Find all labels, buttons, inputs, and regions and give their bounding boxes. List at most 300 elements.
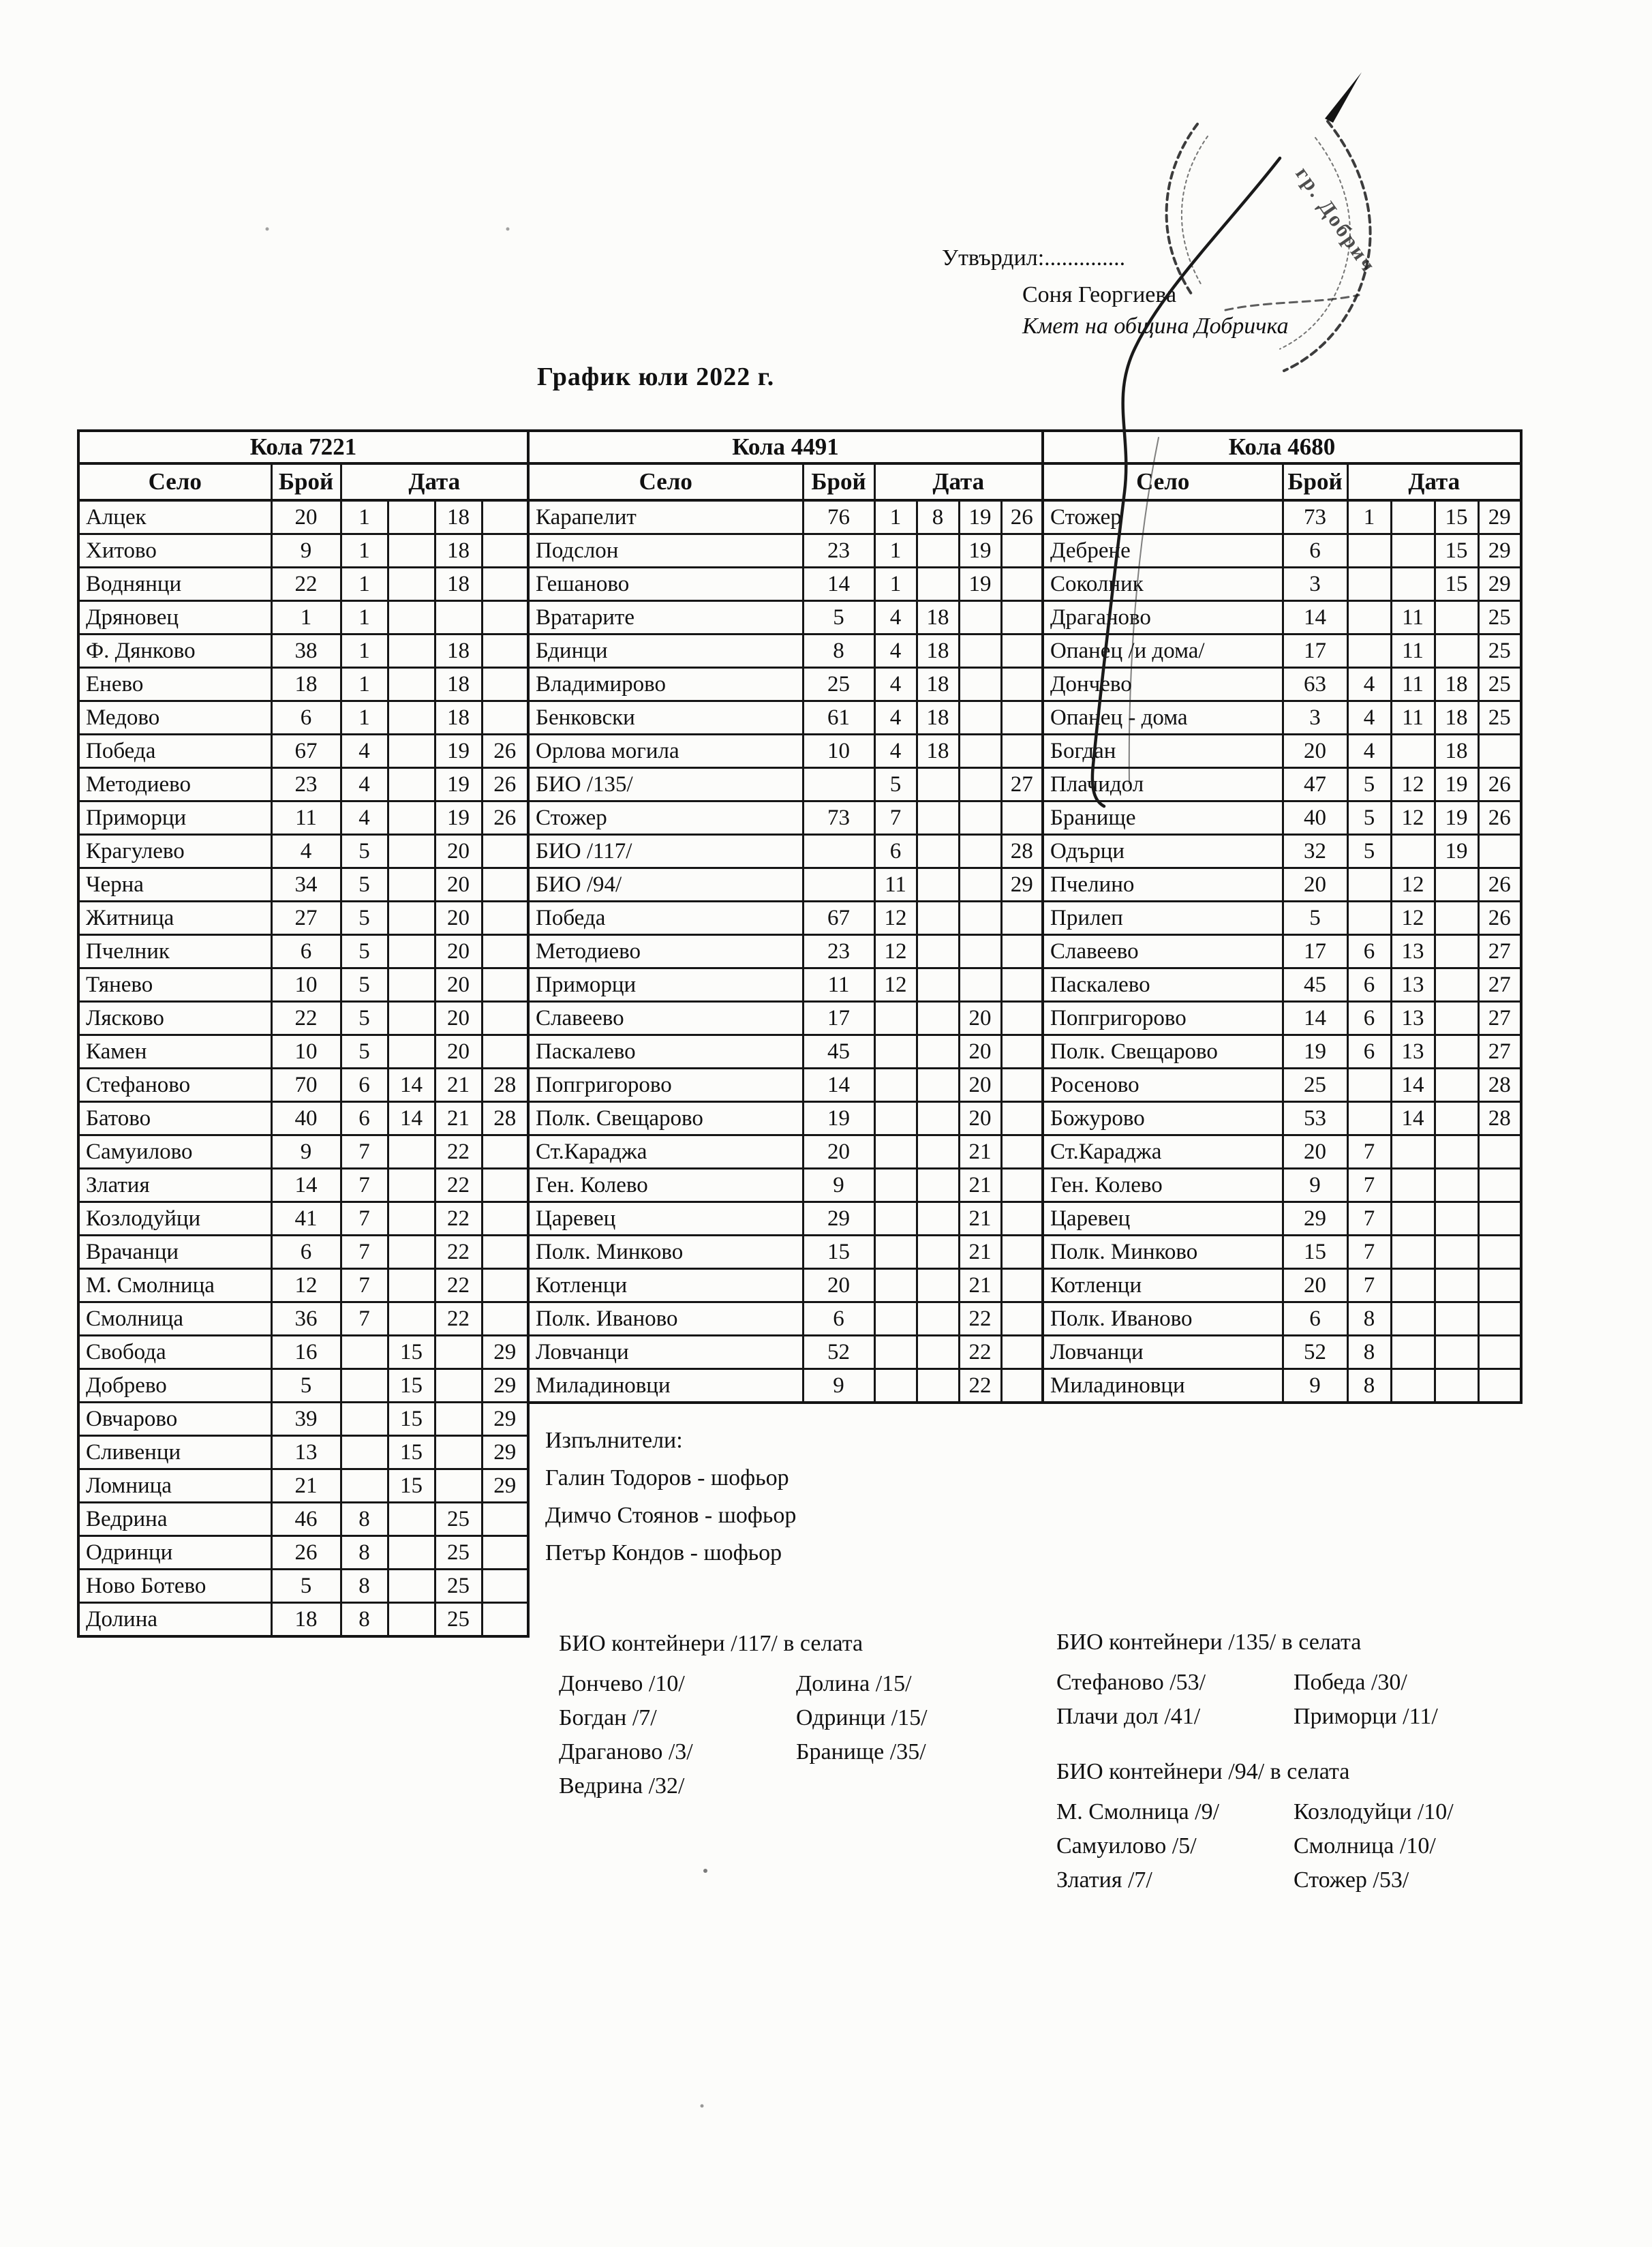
date-cell: 21 xyxy=(959,1169,1001,1202)
count-cell: 20 xyxy=(1283,735,1347,768)
date-cell xyxy=(388,1035,435,1069)
date-cell: 26 xyxy=(1001,500,1043,534)
count-cell: 27 xyxy=(271,902,341,935)
date-cell: 4 xyxy=(341,801,388,835)
count-cell xyxy=(803,868,874,902)
village-cell: Соколник xyxy=(1043,568,1283,601)
date-cell xyxy=(1435,1102,1478,1135)
date-cell xyxy=(482,1536,528,1570)
date-cell: 5 xyxy=(341,902,388,935)
village-cell: Крагулево xyxy=(78,835,271,868)
date-cell: 18 xyxy=(435,534,482,568)
table-row xyxy=(528,902,1043,935)
date-cell: 1 xyxy=(341,534,388,568)
date-cell xyxy=(917,1002,959,1035)
executor-item: Галин Тодоров - шофьор xyxy=(545,1465,789,1491)
village-cell: Ловчанци xyxy=(1043,1336,1283,1369)
village-cell: Полк. Иваново xyxy=(528,1302,803,1336)
date-cell: 6 xyxy=(341,1069,388,1102)
bio-list xyxy=(1056,1666,1438,1734)
date-cell: 1 xyxy=(874,534,917,568)
date-cell xyxy=(1001,1002,1043,1035)
date-cell xyxy=(1391,500,1435,534)
date-cell: 28 xyxy=(1001,835,1043,868)
village-cell: Царевец xyxy=(528,1202,803,1236)
bio-row xyxy=(559,1667,928,1701)
table-row xyxy=(528,768,1043,801)
date-cell: 18 xyxy=(435,568,482,601)
date-cell: 7 xyxy=(1347,1269,1391,1302)
date-cell xyxy=(959,868,1001,902)
approver-role: Кмет на община Добричка xyxy=(1022,314,1289,339)
date-cell xyxy=(874,1269,917,1302)
date-cell: 5 xyxy=(874,768,917,801)
table-row xyxy=(78,601,528,635)
table-row xyxy=(528,635,1043,668)
date-cell xyxy=(917,1169,959,1202)
date-cell xyxy=(917,935,959,968)
bio-item: Победа /30/ xyxy=(1294,1670,1407,1695)
date-cell xyxy=(1391,1135,1435,1169)
count-cell: 45 xyxy=(803,1035,874,1069)
date-cell xyxy=(388,968,435,1002)
date-cell xyxy=(1001,1102,1043,1135)
count-cell: 26 xyxy=(271,1536,341,1570)
approver-name: Соня Георгиева xyxy=(1022,282,1177,307)
table-row xyxy=(78,902,528,935)
village-cell: Опанец /и дома/ xyxy=(1043,635,1283,668)
village-cell: Тянево xyxy=(78,968,271,1002)
table-row xyxy=(1043,801,1521,835)
table-row xyxy=(78,701,528,735)
date-cell xyxy=(917,1035,959,1069)
table-row xyxy=(78,1069,528,1102)
date-cell: 18 xyxy=(917,735,959,768)
date-cell xyxy=(917,768,959,801)
count-cell: 10 xyxy=(271,1035,341,1069)
date-cell: 19 xyxy=(435,735,482,768)
date-cell: 29 xyxy=(482,1336,528,1369)
table-row xyxy=(528,1102,1043,1135)
village-cell: Самуилово xyxy=(78,1135,271,1169)
date-cell xyxy=(874,1069,917,1102)
date-cell xyxy=(388,701,435,735)
date-cell: 18 xyxy=(435,668,482,701)
date-cell: 27 xyxy=(1478,1002,1521,1035)
table-row xyxy=(1043,935,1521,968)
date-cell xyxy=(917,534,959,568)
date-cell: 7 xyxy=(1347,1169,1391,1202)
village-cell: Бенковски xyxy=(528,701,803,735)
date-cell: 22 xyxy=(959,1302,1001,1336)
date-cell: 29 xyxy=(1478,500,1521,534)
date-cell: 7 xyxy=(341,1202,388,1236)
date-cell: 1 xyxy=(874,500,917,534)
date-cell xyxy=(435,1336,482,1369)
date-cell xyxy=(1435,935,1478,968)
count-cell: 6 xyxy=(271,701,341,735)
count-cell: 5 xyxy=(271,1369,341,1403)
village-cell: Плачидол xyxy=(1043,768,1283,801)
table-row xyxy=(528,968,1043,1002)
date-cell xyxy=(1391,1269,1435,1302)
village-cell: Миладиновци xyxy=(528,1369,803,1403)
count-cell: 22 xyxy=(271,1002,341,1035)
date-cell: 29 xyxy=(1478,568,1521,601)
date-cell xyxy=(388,568,435,601)
executors-block xyxy=(545,1422,796,1572)
date-cell xyxy=(482,1169,528,1202)
date-cell xyxy=(1435,1069,1478,1102)
bio-section-117 xyxy=(559,1630,928,1803)
date-cell: 7 xyxy=(1347,1202,1391,1236)
village-cell: Царевец xyxy=(1043,1202,1283,1236)
scan-speck xyxy=(266,228,269,231)
date-cell xyxy=(388,868,435,902)
village-cell: Одърци xyxy=(1043,835,1283,868)
village-cell: Миладиновци xyxy=(1043,1369,1283,1403)
date-cell xyxy=(482,1603,528,1637)
date-cell xyxy=(388,735,435,768)
village-cell: Росеново xyxy=(1043,1069,1283,1102)
count-cell: 18 xyxy=(271,1603,341,1637)
column-header-village: Село xyxy=(78,463,271,500)
table-row xyxy=(528,801,1043,835)
table-row xyxy=(528,735,1043,768)
date-cell: 13 xyxy=(1391,1035,1435,1069)
table-row xyxy=(78,1403,528,1436)
date-cell xyxy=(435,1469,482,1503)
date-cell xyxy=(388,902,435,935)
date-cell: 7 xyxy=(874,801,917,835)
pen-mark xyxy=(1325,72,1362,123)
executors-list xyxy=(545,1459,796,1572)
date-cell: 14 xyxy=(388,1069,435,1102)
scan-speck xyxy=(701,2105,704,2108)
village-cell: Приморци xyxy=(78,801,271,835)
table-row xyxy=(78,534,528,568)
date-cell: 26 xyxy=(482,768,528,801)
date-cell xyxy=(1435,868,1478,902)
date-cell: 20 xyxy=(959,1035,1001,1069)
count-cell: 29 xyxy=(803,1202,874,1236)
village-cell: Стефаново xyxy=(78,1069,271,1102)
bio-row xyxy=(559,1701,928,1735)
date-cell xyxy=(1435,902,1478,935)
date-cell: 12 xyxy=(874,968,917,1002)
count-cell: 20 xyxy=(803,1135,874,1169)
count-cell: 9 xyxy=(271,534,341,568)
bio-row xyxy=(1056,1863,1454,1897)
bio-item: М. Смолница /9/ xyxy=(1056,1799,1220,1824)
table-row xyxy=(528,534,1043,568)
date-cell: 20 xyxy=(435,835,482,868)
table-row xyxy=(528,868,1043,902)
date-cell xyxy=(874,1102,917,1135)
count-cell: 41 xyxy=(271,1202,341,1236)
date-cell xyxy=(917,801,959,835)
date-cell xyxy=(1435,1169,1478,1202)
bio-item: Приморци /11/ xyxy=(1294,1704,1438,1729)
table-row xyxy=(1043,635,1521,668)
date-cell: 4 xyxy=(874,701,917,735)
date-cell: 4 xyxy=(874,668,917,701)
bio-list xyxy=(559,1667,928,1803)
village-cell: Богдан xyxy=(1043,735,1283,768)
date-cell xyxy=(1347,635,1391,668)
date-cell xyxy=(1391,735,1435,768)
village-cell: Ловчанци xyxy=(528,1336,803,1369)
village-cell: Дряновец xyxy=(78,601,271,635)
page-title: График юли 2022 г. xyxy=(537,363,775,391)
count-cell: 52 xyxy=(803,1336,874,1369)
date-cell: 27 xyxy=(1001,768,1043,801)
scan-speck xyxy=(703,1869,707,1873)
date-cell: 25 xyxy=(435,1503,482,1536)
count-cell: 5 xyxy=(271,1570,341,1603)
village-cell: Смолница xyxy=(78,1302,271,1336)
date-cell: 20 xyxy=(959,1002,1001,1035)
table-row xyxy=(1043,1369,1521,1403)
table-row xyxy=(1043,1202,1521,1236)
table-row xyxy=(78,635,528,668)
table-row xyxy=(528,1069,1043,1102)
bio-item: Долина /15/ xyxy=(796,1671,912,1696)
village-cell: Ген. Колево xyxy=(1043,1169,1283,1202)
table-title: Кола 7221 xyxy=(78,431,528,463)
date-cell: 14 xyxy=(1391,1069,1435,1102)
date-cell: 13 xyxy=(1391,968,1435,1002)
date-cell xyxy=(482,1002,528,1035)
date-cell xyxy=(874,1135,917,1169)
date-cell xyxy=(1001,968,1043,1002)
date-cell xyxy=(482,1570,528,1603)
date-cell: 20 xyxy=(435,1035,482,1069)
count-cell: 25 xyxy=(803,668,874,701)
date-cell xyxy=(1478,1269,1521,1302)
date-cell xyxy=(482,1503,528,1536)
village-cell: Карапелит xyxy=(528,500,803,534)
table-row xyxy=(78,1169,528,1202)
column-header-date: Дата xyxy=(874,463,1043,500)
count-cell: 22 xyxy=(271,568,341,601)
date-cell xyxy=(1001,568,1043,601)
date-cell xyxy=(1001,935,1043,968)
date-cell: 18 xyxy=(917,701,959,735)
table-row xyxy=(1043,868,1521,902)
date-cell xyxy=(959,835,1001,868)
bio-item: Ведрина /32/ xyxy=(559,1773,685,1799)
table-row xyxy=(78,1269,528,1302)
date-cell: 15 xyxy=(1435,500,1478,534)
village-cell: Енево xyxy=(78,668,271,701)
date-cell xyxy=(388,1603,435,1637)
date-cell xyxy=(959,935,1001,968)
date-cell: 8 xyxy=(341,1503,388,1536)
date-cell: 5 xyxy=(341,835,388,868)
village-cell: Божурово xyxy=(1043,1102,1283,1135)
table-row xyxy=(78,1436,528,1469)
village-cell: Победа xyxy=(78,735,271,768)
date-cell xyxy=(1347,1102,1391,1135)
date-cell xyxy=(917,1302,959,1336)
date-cell xyxy=(1001,1302,1043,1336)
date-cell: 7 xyxy=(1347,1236,1391,1269)
date-cell xyxy=(1001,635,1043,668)
count-cell: 53 xyxy=(1283,1102,1347,1135)
date-cell xyxy=(874,1035,917,1069)
date-cell: 19 xyxy=(1435,801,1478,835)
column-header-village: Село xyxy=(1043,463,1283,500)
count-cell: 36 xyxy=(271,1302,341,1336)
date-cell: 5 xyxy=(1347,768,1391,801)
date-cell xyxy=(1435,1202,1478,1236)
date-cell xyxy=(482,1135,528,1169)
table-title: Кола 4680 xyxy=(1043,431,1521,463)
count-cell: 11 xyxy=(271,801,341,835)
date-cell xyxy=(1001,1169,1043,1202)
schedule-table-kola-4680 xyxy=(1041,429,1523,1404)
date-cell xyxy=(388,1269,435,1302)
bio-item: Златия /7/ xyxy=(1056,1867,1152,1893)
table-row xyxy=(78,1135,528,1169)
date-cell: 1 xyxy=(341,635,388,668)
date-cell xyxy=(1001,1269,1043,1302)
date-cell: 5 xyxy=(1347,801,1391,835)
bio-heading: БИО контейнери /94/ в селата xyxy=(1056,1759,1350,1784)
count-cell: 17 xyxy=(1283,635,1347,668)
count-cell: 25 xyxy=(1283,1069,1347,1102)
village-cell: БИО /135/ xyxy=(528,768,803,801)
count-cell: 39 xyxy=(271,1403,341,1436)
count-cell: 20 xyxy=(1283,868,1347,902)
village-cell: Пчелник xyxy=(78,935,271,968)
date-cell: 25 xyxy=(1478,701,1521,735)
date-cell xyxy=(482,1236,528,1269)
table-row xyxy=(1043,1302,1521,1336)
village-cell: Ломница xyxy=(78,1469,271,1503)
date-cell: 8 xyxy=(341,1536,388,1570)
date-cell xyxy=(1478,1202,1521,1236)
table-row xyxy=(1043,768,1521,801)
table-row xyxy=(1043,968,1521,1002)
bio-section-135 xyxy=(1056,1629,1438,1734)
date-cell: 7 xyxy=(341,1302,388,1336)
date-cell xyxy=(1435,1035,1478,1069)
village-cell: Гешаново xyxy=(528,568,803,601)
count-cell: 12 xyxy=(271,1269,341,1302)
date-cell xyxy=(1347,568,1391,601)
village-cell: Полк. Иваново xyxy=(1043,1302,1283,1336)
date-cell xyxy=(482,868,528,902)
bio-item: Дончево /10/ xyxy=(559,1671,685,1696)
date-cell: 12 xyxy=(874,902,917,935)
date-cell: 22 xyxy=(959,1369,1001,1403)
date-cell: 22 xyxy=(435,1169,482,1202)
count-cell: 9 xyxy=(1283,1369,1347,1403)
executor-item: Петър Кондов - шофьор xyxy=(545,1540,782,1565)
date-cell xyxy=(959,601,1001,635)
village-cell: Опанец - дома xyxy=(1043,701,1283,735)
date-cell: 4 xyxy=(341,768,388,801)
date-cell: 5 xyxy=(341,868,388,902)
date-cell: 1 xyxy=(1347,500,1391,534)
count-cell: 73 xyxy=(1283,500,1347,534)
village-cell: Ново Ботево xyxy=(78,1570,271,1603)
bio-item: Плачи дол /41/ xyxy=(1056,1704,1201,1729)
date-cell xyxy=(917,568,959,601)
count-cell: 67 xyxy=(803,902,874,935)
village-cell: Полк. Свещарово xyxy=(1043,1035,1283,1069)
table-row xyxy=(1043,1336,1521,1369)
table-row xyxy=(1043,1069,1521,1102)
village-cell: Приморци xyxy=(528,968,803,1002)
village-cell: Камен xyxy=(78,1035,271,1069)
date-cell: 21 xyxy=(959,1236,1001,1269)
date-cell: 8 xyxy=(341,1603,388,1637)
date-cell xyxy=(917,1269,959,1302)
date-cell: 19 xyxy=(435,768,482,801)
date-cell xyxy=(388,534,435,568)
date-cell xyxy=(341,1336,388,1369)
date-cell: 4 xyxy=(874,735,917,768)
date-cell xyxy=(341,1436,388,1469)
date-cell xyxy=(959,635,1001,668)
date-cell: 19 xyxy=(959,534,1001,568)
village-cell: Попгригорово xyxy=(528,1069,803,1102)
date-cell: 5 xyxy=(341,968,388,1002)
count-cell: 46 xyxy=(271,1503,341,1536)
village-cell: Ген. Колево xyxy=(528,1169,803,1202)
date-cell: 15 xyxy=(388,1403,435,1436)
count-cell: 47 xyxy=(1283,768,1347,801)
count-cell: 16 xyxy=(271,1336,341,1369)
bio-row xyxy=(1056,1700,1438,1734)
date-cell: 14 xyxy=(1391,1102,1435,1135)
date-cell xyxy=(1478,1135,1521,1169)
approval-label: Утвърдил:.............. xyxy=(942,245,1126,271)
count-cell: 67 xyxy=(271,735,341,768)
date-cell: 1 xyxy=(874,568,917,601)
bio-row xyxy=(559,1769,928,1803)
date-cell: 28 xyxy=(482,1102,528,1135)
bio-heading: БИО контейнери /117/ в селата xyxy=(559,1631,863,1656)
count-cell: 10 xyxy=(271,968,341,1002)
table-row xyxy=(528,668,1043,701)
count-cell: 15 xyxy=(1283,1236,1347,1269)
count-cell: 76 xyxy=(803,500,874,534)
count-cell: 21 xyxy=(271,1469,341,1503)
table-row xyxy=(1043,1236,1521,1269)
bio-item: Стожер /53/ xyxy=(1294,1867,1409,1893)
date-cell: 11 xyxy=(1391,601,1435,635)
date-cell xyxy=(917,1336,959,1369)
date-cell: 25 xyxy=(1478,635,1521,668)
table-row xyxy=(78,1035,528,1069)
date-cell: 20 xyxy=(435,902,482,935)
date-cell: 20 xyxy=(959,1069,1001,1102)
count-cell: 32 xyxy=(1283,835,1347,868)
table-title: Кола 4491 xyxy=(528,431,1043,463)
date-cell: 15 xyxy=(388,1369,435,1403)
date-cell xyxy=(1347,868,1391,902)
date-cell xyxy=(917,1202,959,1236)
date-cell xyxy=(1001,801,1043,835)
table-row xyxy=(78,568,528,601)
date-cell: 22 xyxy=(959,1336,1001,1369)
date-cell: 11 xyxy=(874,868,917,902)
date-cell xyxy=(917,835,959,868)
